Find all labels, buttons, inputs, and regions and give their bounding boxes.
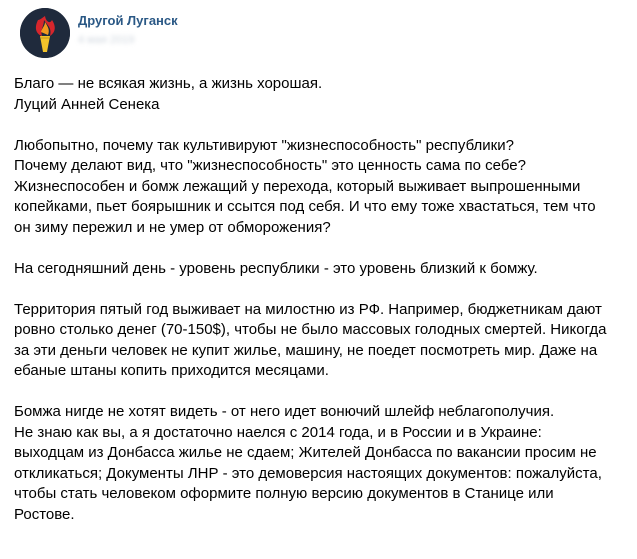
post-text-line: выходцам из Донбасса жилье не сдаем; Жителей Донбасса по вакансии просим не — [14, 444, 597, 461]
post-text-line: ебаные штаны копить приходится месяцами. — [14, 362, 329, 379]
torch-logo-icon — [20, 8, 70, 58]
post-text-line: Благо — не всякая жизнь, а жизнь хорошая. — [14, 75, 323, 92]
post-text-line: Территория пятый год выживает на милостню из РФ. Например, бюджетникам дают — [14, 300, 602, 318]
post-header — [20, 8, 620, 58]
post-text-line: На сегодняшний день - уровень республики - это уровень близкий к бомжу. — [14, 259, 538, 277]
avatar[interactable] — [20, 8, 70, 58]
post-text-line: Луций Анней Сенека — [14, 95, 160, 113]
post-text-line: копейками, пьет боярышник и ссытся под себя. И что ему тоже хвастаться, тем что — [14, 198, 596, 215]
post-text-line: Почему делают вид, что "жизнеспособность" это ценность сама по себе? — [14, 157, 526, 174]
post-paragraph — [14, 300, 634, 382]
post-paragraph — [14, 136, 634, 239]
post-date[interactable]: 4 мая 2019 — [78, 34, 135, 46]
post-text-line: Бомжа нигде не хотят видеть - от него идет вонючий шлейф неблагополучия. — [14, 403, 555, 420]
post-text-line: откликаться; Документы ЛНР - это демоверсия настоящих документов: пожалуйста, — [14, 464, 602, 482]
post-text-line: Не знаю как вы, а я достаточно наелся с 2014 года, и в России и в Украине: — [14, 423, 542, 441]
post-text-line: он зиму пережил и не умер от обморожения? — [14, 218, 331, 236]
group-name-link[interactable]: Другой Луганск — [78, 13, 178, 28]
post-text — [14, 74, 634, 546]
post-paragraph — [14, 259, 634, 280]
post-text-line: Жизнеспособен и бомж лежащий у перехода, который выживает выпрошенными — [14, 177, 581, 195]
post-text-line: Любопытно, почему так культивируют "жизнеспособность" республики? — [14, 136, 514, 154]
post-text-line: ровно столько денег (70-150$), чтобы не было массовых голодных смертей. Никогда — [14, 321, 607, 338]
post-text-line: Ростове. — [14, 505, 75, 523]
post-paragraph — [14, 402, 634, 525]
post-paragraph — [14, 74, 634, 115]
post-text-line: чтобы стать человеком оформите полную версию документов в Станице или — [14, 485, 554, 502]
post-text-line: за эти деньги человек не купит жилье, машину, не поедет посмотреть мир. Даже на — [14, 341, 598, 359]
